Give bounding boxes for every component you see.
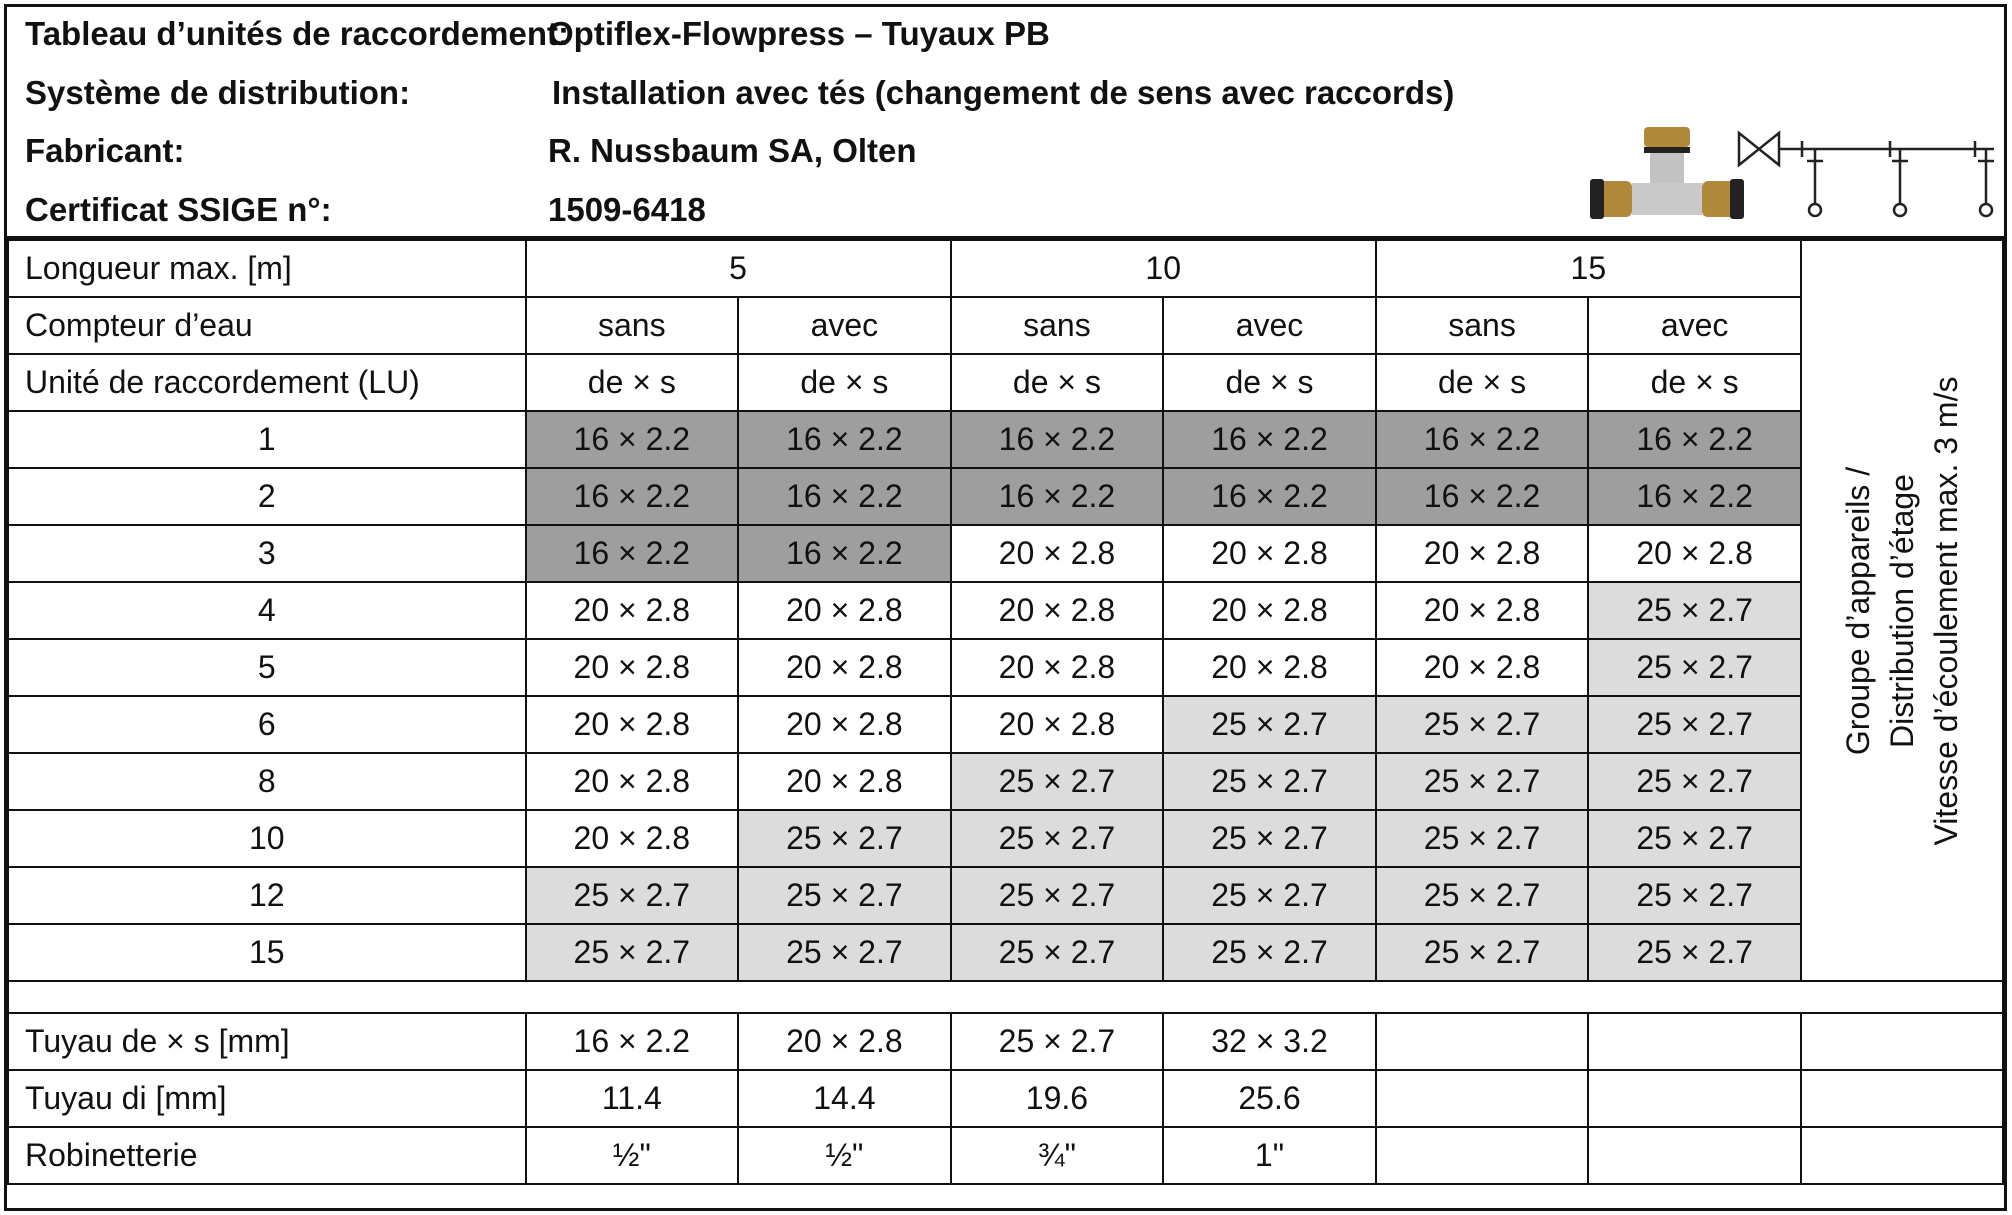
meter-cell: avec xyxy=(1163,297,1376,354)
dimension-cell: 25 × 2.7 xyxy=(1588,753,1801,810)
dimension-cell: 20 × 2.8 xyxy=(738,639,951,696)
dimension-cell: 16 × 2.2 xyxy=(1588,468,1801,525)
header-label: Système de distribution: xyxy=(25,74,411,111)
pipe-distribution-diagram-icon xyxy=(1739,133,1994,216)
footer-cell: 20 × 2.8 xyxy=(738,1013,951,1070)
footer-cell: 19.6 xyxy=(951,1070,1164,1127)
dimension-cell: 20 × 2.8 xyxy=(951,639,1164,696)
meter-row xyxy=(8,297,2003,354)
spacer-cell xyxy=(8,981,2003,1013)
lu-value: 4 xyxy=(8,582,526,639)
header-value: Optiflex-Flowpress – Tuyaux PB xyxy=(548,15,1050,52)
length-header: 5 xyxy=(526,240,951,297)
lu-value: 5 xyxy=(8,639,526,696)
footer-cell xyxy=(1588,1070,1801,1127)
dimension-cell: 16 × 2.2 xyxy=(1376,468,1589,525)
header-label: Fabricant: xyxy=(25,132,185,169)
lu-value: 8 xyxy=(8,753,526,810)
dimension-cell: 20 × 2.8 xyxy=(1376,639,1589,696)
dimension-cell: 20 × 2.8 xyxy=(1376,525,1589,582)
table-row xyxy=(8,753,2003,810)
footer-cell: 25 × 2.7 xyxy=(951,1013,1164,1070)
dimension-cell: 16 × 2.2 xyxy=(1163,468,1376,525)
dimension-cell: 25 × 2.7 xyxy=(1376,924,1589,981)
footer-cell: 32 × 3.2 xyxy=(1163,1013,1376,1070)
footer-cell xyxy=(1376,1070,1589,1127)
meter-label: Compteur d’eau xyxy=(8,297,526,354)
dimension-cell: 20 × 2.8 xyxy=(1588,525,1801,582)
table-row xyxy=(8,867,2003,924)
lu-value: 3 xyxy=(8,525,526,582)
dimension-cell: 16 × 2.2 xyxy=(526,468,739,525)
side-label-line: Distribution d’étage xyxy=(1883,473,1920,748)
length-row xyxy=(8,240,2003,297)
footer-cell: ¾" xyxy=(951,1127,1164,1184)
dimension-cell: 16 × 2.2 xyxy=(1163,411,1376,468)
dimension-cell: 25 × 2.7 xyxy=(1376,753,1589,810)
footer-label: Tuyau di [mm] xyxy=(8,1070,526,1127)
footer-cell xyxy=(1588,1013,1801,1070)
meter-cell: sans xyxy=(951,297,1164,354)
dimension-cell: 25 × 2.7 xyxy=(526,867,739,924)
table-row xyxy=(8,582,2003,639)
table-row xyxy=(8,810,2003,867)
table-row xyxy=(8,468,2003,525)
length-header: 10 xyxy=(951,240,1376,297)
dimension-cell: 25 × 2.7 xyxy=(1588,810,1801,867)
dim-unit-cell: de × s xyxy=(951,354,1164,411)
dimension-cell: 20 × 2.8 xyxy=(1163,525,1376,582)
side-label-text xyxy=(1836,376,1968,845)
dimension-cell: 25 × 2.7 xyxy=(1163,867,1376,924)
dim-unit-cell: de × s xyxy=(738,354,951,411)
footer-row xyxy=(8,1013,2003,1070)
header-label: Certificat SSIGE n°: xyxy=(25,191,332,228)
dimension-cell: 25 × 2.7 xyxy=(1588,924,1801,981)
spacer-row xyxy=(8,981,2003,1013)
dimension-cell: 25 × 2.7 xyxy=(1588,639,1801,696)
dim-unit-cell: de × s xyxy=(1163,354,1376,411)
footer-side-cell xyxy=(1801,1013,2003,1070)
length-header: 15 xyxy=(1376,240,1801,297)
footer-cell xyxy=(1376,1013,1589,1070)
footer-cell: 14.4 xyxy=(738,1070,951,1127)
footer-cell: ½" xyxy=(526,1127,739,1184)
dimension-cell: 25 × 2.7 xyxy=(951,867,1164,924)
lu-value: 6 xyxy=(8,696,526,753)
dimension-cell: 20 × 2.8 xyxy=(526,696,739,753)
footer-cell: 11.4 xyxy=(526,1070,739,1127)
lu-value: 10 xyxy=(8,810,526,867)
header-value: Installation avec tés (changement de sens avec raccords) xyxy=(552,74,1455,111)
dimension-cell: 20 × 2.8 xyxy=(1163,582,1376,639)
dimension-cell: 25 × 2.7 xyxy=(1163,753,1376,810)
meter-cell: sans xyxy=(526,297,739,354)
dimension-cell: 16 × 2.2 xyxy=(738,468,951,525)
dimension-cell: 25 × 2.7 xyxy=(1376,867,1589,924)
dimension-cell: 25 × 2.7 xyxy=(1376,696,1589,753)
footer-cell xyxy=(1376,1127,1589,1184)
dimension-cell: 20 × 2.8 xyxy=(1376,582,1589,639)
dimension-cell: 16 × 2.2 xyxy=(526,525,739,582)
dimension-cell: 20 × 2.8 xyxy=(738,753,951,810)
footer-side-cell xyxy=(1801,1070,2003,1127)
dimension-cell: 25 × 2.7 xyxy=(738,867,951,924)
dimension-cell: 20 × 2.8 xyxy=(951,525,1164,582)
lu-value: 12 xyxy=(8,867,526,924)
side-label xyxy=(1801,240,2003,981)
length-label: Longueur max. [m] xyxy=(8,240,526,297)
table-row xyxy=(8,924,2003,981)
table-row xyxy=(8,696,2003,753)
header-value: R. Nussbaum SA, Olten xyxy=(548,132,917,169)
footer-side-cell xyxy=(1801,1127,2003,1184)
dimension-cell: 16 × 2.2 xyxy=(738,411,951,468)
meter-cell: avec xyxy=(738,297,951,354)
footer-cell xyxy=(1588,1127,1801,1184)
dimension-cell: 20 × 2.8 xyxy=(951,582,1164,639)
illustration xyxy=(1582,121,2002,231)
lu-header-row xyxy=(8,354,2003,411)
header-value: 1509-6418 xyxy=(548,191,706,228)
dim-unit-cell: de × s xyxy=(1588,354,1801,411)
lu-value: 1 xyxy=(8,411,526,468)
dimension-cell: 25 × 2.7 xyxy=(951,924,1164,981)
footer-row xyxy=(8,1070,2003,1127)
dimension-cell: 20 × 2.8 xyxy=(951,696,1164,753)
tee-fitting-photo xyxy=(1590,127,1744,219)
connection-unit-sheet xyxy=(4,4,2007,1211)
dimension-cell: 20 × 2.8 xyxy=(526,753,739,810)
footer-label: Robinetterie xyxy=(8,1127,526,1184)
dimension-cell: 20 × 2.8 xyxy=(526,639,739,696)
dimension-cell: 20 × 2.8 xyxy=(1163,639,1376,696)
dimension-table xyxy=(7,239,2004,1185)
meter-cell: avec xyxy=(1588,297,1801,354)
dimension-cell: 25 × 2.7 xyxy=(1588,582,1801,639)
dimension-cell: 25 × 2.7 xyxy=(738,810,951,867)
header-label: Tableau d’unités de raccordement: xyxy=(25,15,570,52)
dim-unit-cell: de × s xyxy=(526,354,739,411)
table-row xyxy=(8,639,2003,696)
side-label-line: Groupe d’appareils / xyxy=(1839,466,1876,755)
dimension-cell: 25 × 2.7 xyxy=(1163,810,1376,867)
dimension-cell: 25 × 2.7 xyxy=(951,753,1164,810)
footer-label: Tuyau de × s [mm] xyxy=(8,1013,526,1070)
dimension-cell: 16 × 2.2 xyxy=(951,468,1164,525)
dim-unit-cell: de × s xyxy=(1376,354,1589,411)
dimension-cell: 20 × 2.8 xyxy=(526,810,739,867)
dimension-cell: 25 × 2.7 xyxy=(1588,867,1801,924)
footer-cell: 1" xyxy=(1163,1127,1376,1184)
dimension-cell: 16 × 2.2 xyxy=(951,411,1164,468)
dimension-cell: 25 × 2.7 xyxy=(1163,696,1376,753)
dimension-cell: 20 × 2.8 xyxy=(738,582,951,639)
side-label-line: Vitesse d’écoulement max. 3 m/s xyxy=(1927,376,1964,845)
dimension-cell: 25 × 2.7 xyxy=(951,810,1164,867)
lu-value: 15 xyxy=(8,924,526,981)
footer-cell: ½" xyxy=(738,1127,951,1184)
dimension-cell: 25 × 2.7 xyxy=(1163,924,1376,981)
dimension-cell: 16 × 2.2 xyxy=(1376,411,1589,468)
dimension-cell: 25 × 2.7 xyxy=(738,924,951,981)
dimension-cell: 20 × 2.8 xyxy=(738,696,951,753)
dimension-cell: 25 × 2.7 xyxy=(1376,810,1589,867)
footer-cell: 16 × 2.2 xyxy=(526,1013,739,1070)
dimension-cell: 16 × 2.2 xyxy=(738,525,951,582)
footer-row xyxy=(8,1127,2003,1184)
dimension-cell: 25 × 2.7 xyxy=(1588,696,1801,753)
dimension-cell: 20 × 2.8 xyxy=(526,582,739,639)
dimension-cell: 25 × 2.7 xyxy=(526,924,739,981)
footer-cell: 25.6 xyxy=(1163,1070,1376,1127)
dimension-cell: 16 × 2.2 xyxy=(1588,411,1801,468)
table-row xyxy=(8,525,2003,582)
meter-cell: sans xyxy=(1376,297,1589,354)
table-row xyxy=(8,411,2003,468)
dimension-cell: 16 × 2.2 xyxy=(526,411,739,468)
lu-label: Unité de raccordement (LU) xyxy=(8,354,526,411)
lu-value: 2 xyxy=(8,468,526,525)
